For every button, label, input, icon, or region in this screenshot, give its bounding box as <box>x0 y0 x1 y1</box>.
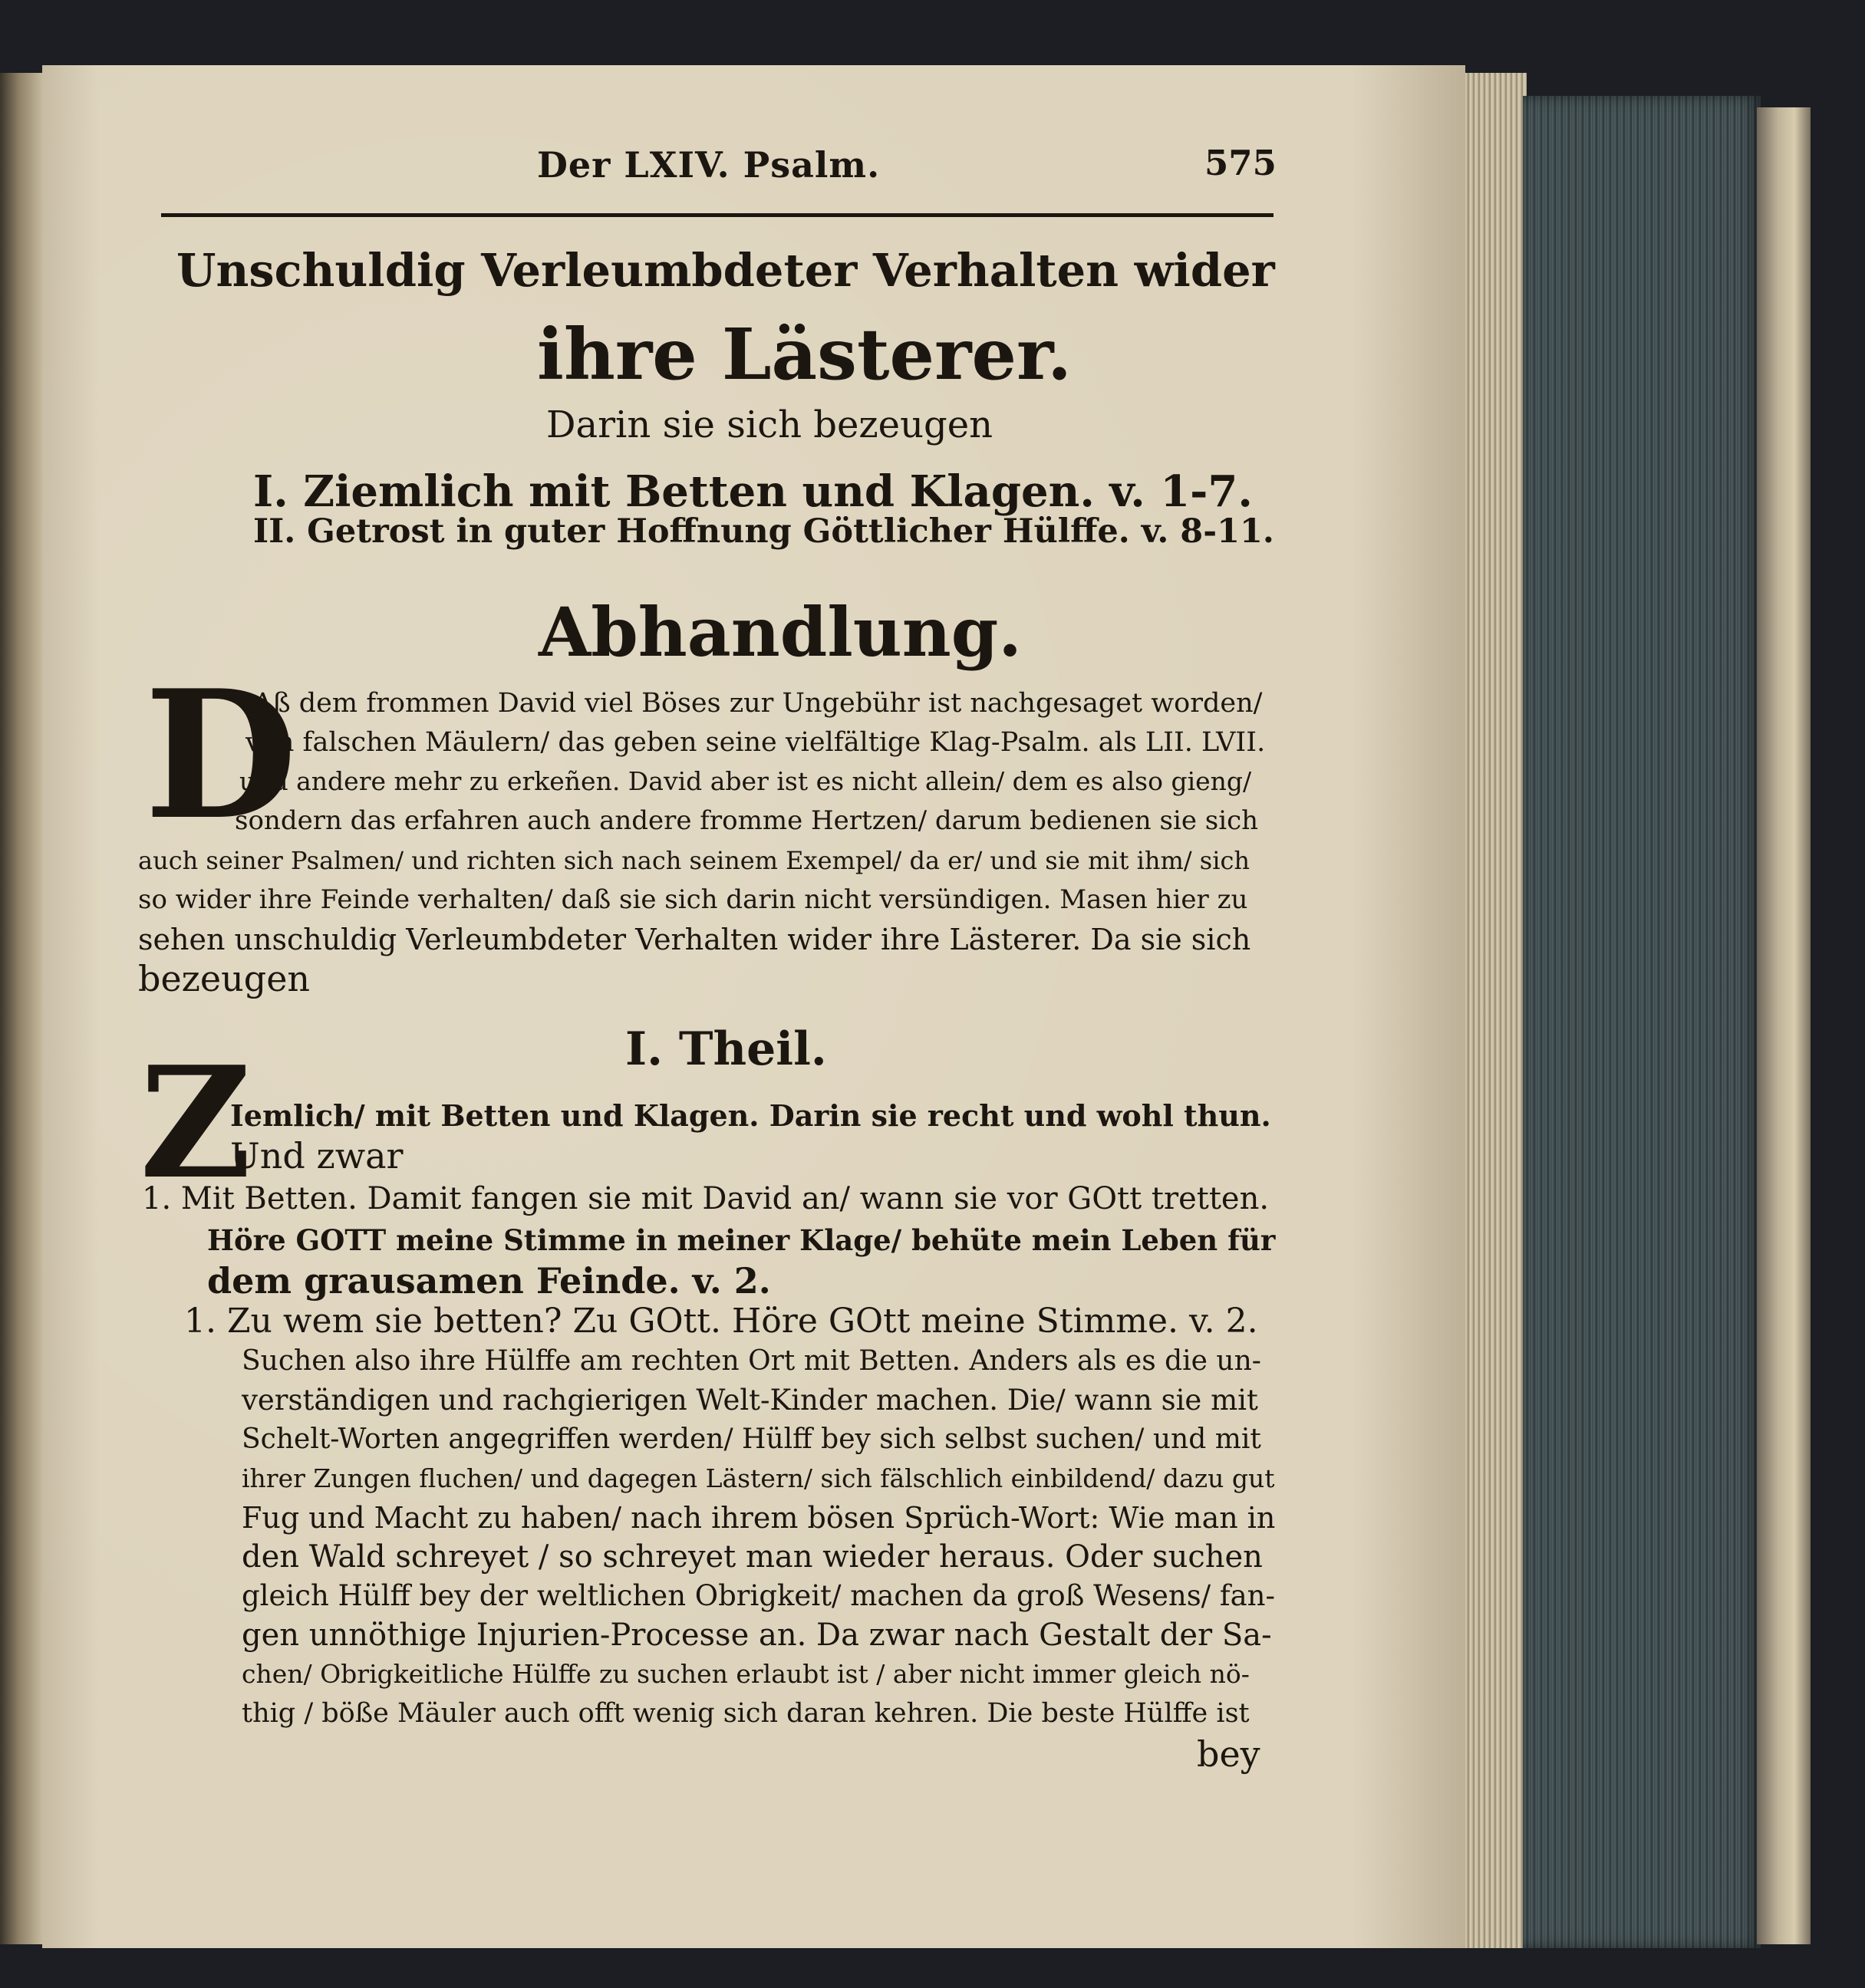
sub-1-line-1: 1. Zu wem sie betten? Zu GOtt. Höre GOtt meine Stimme. v. 2. <box>184 1302 1258 1341</box>
catchword: bey <box>1197 1733 1260 1775</box>
sub-1-line-11: thig / böße Mäuler auch offt wenig sich daran kehren. Die beste Hülffe ist <box>242 1698 1250 1729</box>
intro-line-5: auch seiner Psalmen/ und richten sich nach seinem Exempel/ da er/ und sie mit ihm/ sich <box>138 846 1250 875</box>
sub-1-line-8: gleich Hülff bey der weltlichen Obrigkeit/ machen da groß Wesens/ fan- <box>242 1579 1275 1612</box>
sub-1-line-9: gen unnöthige Injurien-Processe an. Da zwar nach Gestalt der Sa- <box>242 1618 1272 1653</box>
head-rule <box>161 213 1274 217</box>
sub-1-line-4: Schelt-Worten angegriffen werden/ Hülff bey sich selbst suchen/ und mit <box>242 1424 1261 1455</box>
sub-1-line-2: Suchen also ihre Hülffe am rechten Ort mit Betten. Anders als es die un- <box>242 1345 1261 1377</box>
item-1-line-1: 1. Mit Betten. Damit fangen sie mit David an/ wann sie vor GOtt tretten. <box>142 1181 1270 1216</box>
part-line-1: Iemlich/ mit Betten und Klagen. Darin sie recht und wohl thun. <box>230 1098 1271 1133</box>
drop-cap-d: D <box>144 652 298 859</box>
title-line-2: ihre Lästerer. <box>537 313 1073 396</box>
item-1-line-3: dem grausamen Feinde. v. 2. <box>207 1260 771 1302</box>
intro-line-8: bezeugen <box>138 958 311 999</box>
sub-1-line-7: den Wald schreyet / so schreyet man wieder heraus. Oder suchen <box>242 1539 1263 1575</box>
division-1: I. Ziemlich mit Betten und Klagen. v. 1-7. <box>253 466 1253 517</box>
part-line-2: Und zwar <box>230 1135 404 1177</box>
title-line-1: Unschuldig Verleumbdeter Verhalten wider <box>176 244 1275 297</box>
section-heading: Abhandlung. <box>539 592 1022 672</box>
intro-line-1: Aß dem frommen David viel Böses zur Ungebühr ist nachgesaget worden/ <box>253 688 1263 719</box>
intro-line-3: und andere mehr zu erkeñen. David aber ist es nicht allein/ dem es also gieng/ <box>239 766 1252 796</box>
sub-1-line-6: Fug und Macht zu haben/ nach ihrem bösen Sprüch-Wort: Wie man in <box>242 1501 1276 1535</box>
intro-line-6: so wider ihre Feinde verhalten/ daß sie sich darin nicht versündigen. Masen hier zu <box>138 884 1248 915</box>
subtitle: Darin sie sich bezeugen <box>546 403 993 446</box>
intro-line-4: sondern das erfahren auch andere fromme Hertzen/ darum bedienen sie sich <box>235 805 1259 836</box>
facing-page-edge <box>0 73 46 1944</box>
intro-line-7: sehen unschuldig Verleumbdeter Verhalten wider ihre Lästerer. Da sie sich <box>138 923 1251 956</box>
sub-1-line-5: ihrer Zungen fluchen/ und dagegen Lästern/ sich fälschlich einbildend/ dazu gut <box>242 1463 1275 1493</box>
division-2: II. Getrost in guter Hoffnung Göttlicher Hülffe. v. 8-11. <box>253 512 1274 551</box>
part-heading: I. Theil. <box>625 1022 827 1076</box>
sub-1-line-3: verständigen und rachgierigen Welt-Kinder machen. Die/ wann sie mit <box>242 1384 1258 1417</box>
running-head: Der LXIV. Psalm. <box>537 144 881 186</box>
sub-1-line-10: chen/ Obrigkeitliche Hülffe zu suchen erlaubt ist / aber nicht immer gleich nö- <box>242 1659 1250 1689</box>
drop-cap-z: Z <box>140 1033 252 1213</box>
intro-line-2: von falschen Mäulern/ das geben seine vielfältige Klag-Psalm. als LII. LVII. <box>245 727 1266 758</box>
book-cover-edge <box>1757 107 1811 1944</box>
item-1-line-2: Höre GOTT meine Stimme in meiner Klage/ behüte mein Leben für <box>207 1223 1276 1257</box>
book-fore-edge <box>1523 96 1761 1948</box>
page-number: 575 <box>1204 143 1277 183</box>
